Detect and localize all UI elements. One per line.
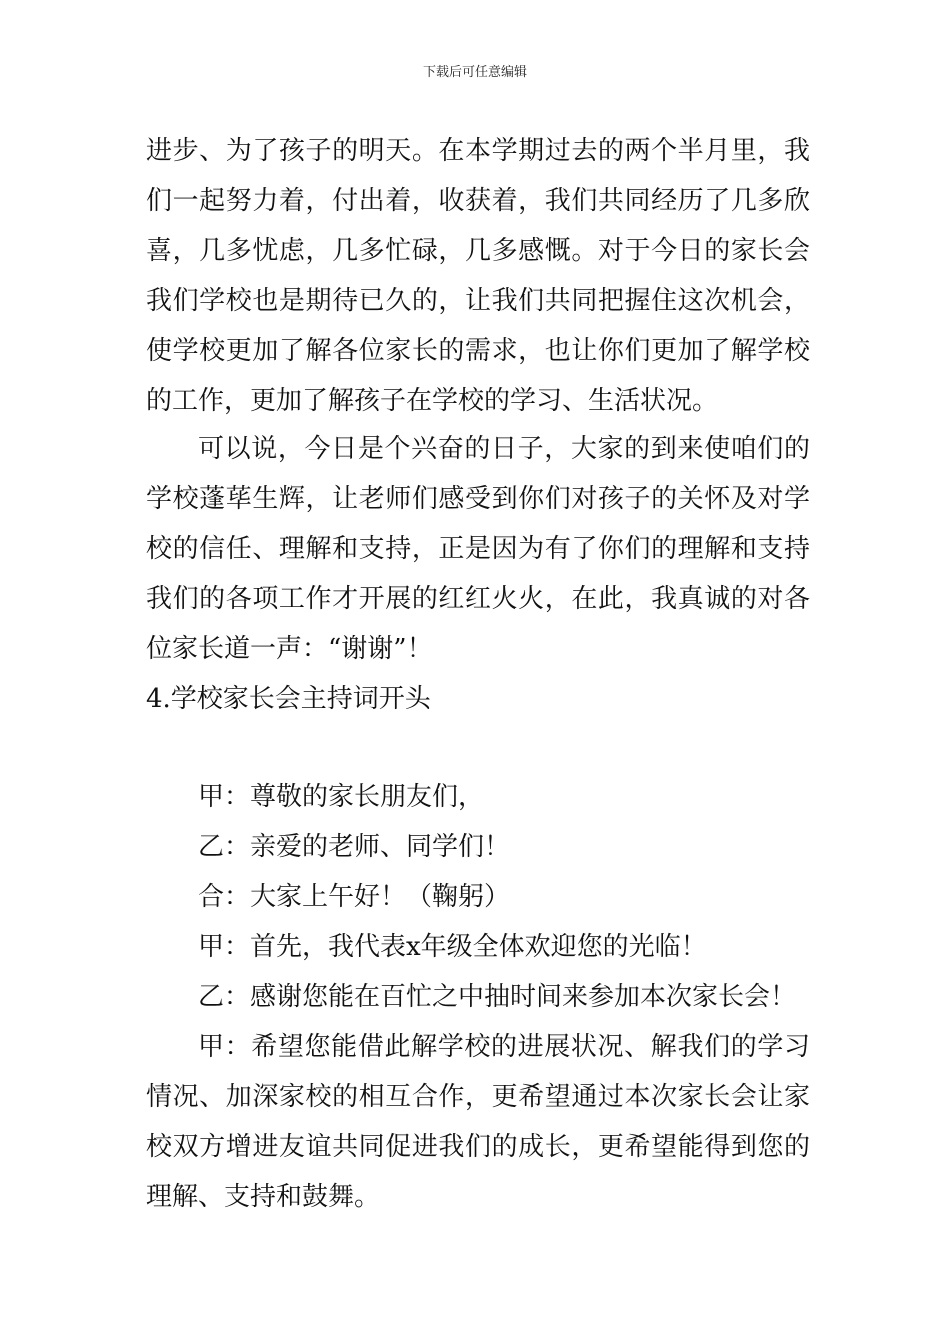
text-line: 情况、加深家校的相互合作，更希望通过本次家长会让家 [146,1082,810,1112]
dialogue-line: 甲：首先，我代表x年级全体欢迎您的光临！ [198,932,707,962]
text-line: 校的信任、理解和支持，正是因为有了你们的理解和支持 [146,534,810,564]
dialogue-line: 乙：感谢您能在百忙之中抽时间来参加本次家长会！ [198,982,797,1012]
text-line: 学校蓬荜生辉，让老师们感受到你们对孩子的关怀及对学 [146,484,810,514]
text-line: 我们学校也是期待已久的，让我们共同把握住这次机会， [146,286,810,316]
paragraph-2 [146,424,810,674]
text-line: 使学校更加了解各位家长的需求，也让你们更加了解学校 [146,336,810,366]
page-header-note: 下载后可任意编辑 [422,65,527,80]
text-line: 进步、为了孩子的明天。在本学期过去的两个半月里，我 [146,136,810,166]
section-heading [146,674,810,724]
text-line: 校双方增进友谊共同促进我们的成长，更希望能得到您的 [146,1132,810,1162]
dialogue-block [146,772,810,1022]
text-line: 可以说，今日是个兴奋的日子，大家的到来使咱们的 [198,434,810,464]
text-line: 理解、支持和鼓舞。 [146,1182,381,1212]
section-heading-text: 4.学校家长会主持词开头 [146,684,431,714]
paragraph-3 [146,1022,810,1222]
text-line: 们一起努力着，付出着，收获着，我们共同经历了几多欣 [146,186,810,216]
dialogue-line: 合：大家上午好！（鞠躬） [198,882,511,912]
text-line: 我们的各项工作才开展的红红火火，在此，我真诚的对各 [146,584,810,614]
text-line: 位家长道一声：“谢谢”！ [146,634,433,664]
text-line: 甲：希望您能借此解学校的进展状况、解我们的学习 [198,1032,810,1062]
text-line: 的工作，更加了解孩子在学校的学习、生活状况。 [146,386,719,416]
dialogue-line: 乙：亲爱的老师、同学们！ [198,832,511,862]
text-line: 喜，几多忧虑，几多忙碌，几多感慨。对于今日的家长会 [146,236,810,266]
dialogue-line: 甲：尊敬的家长朋友们， [198,782,485,812]
paragraph-1 [146,126,810,426]
